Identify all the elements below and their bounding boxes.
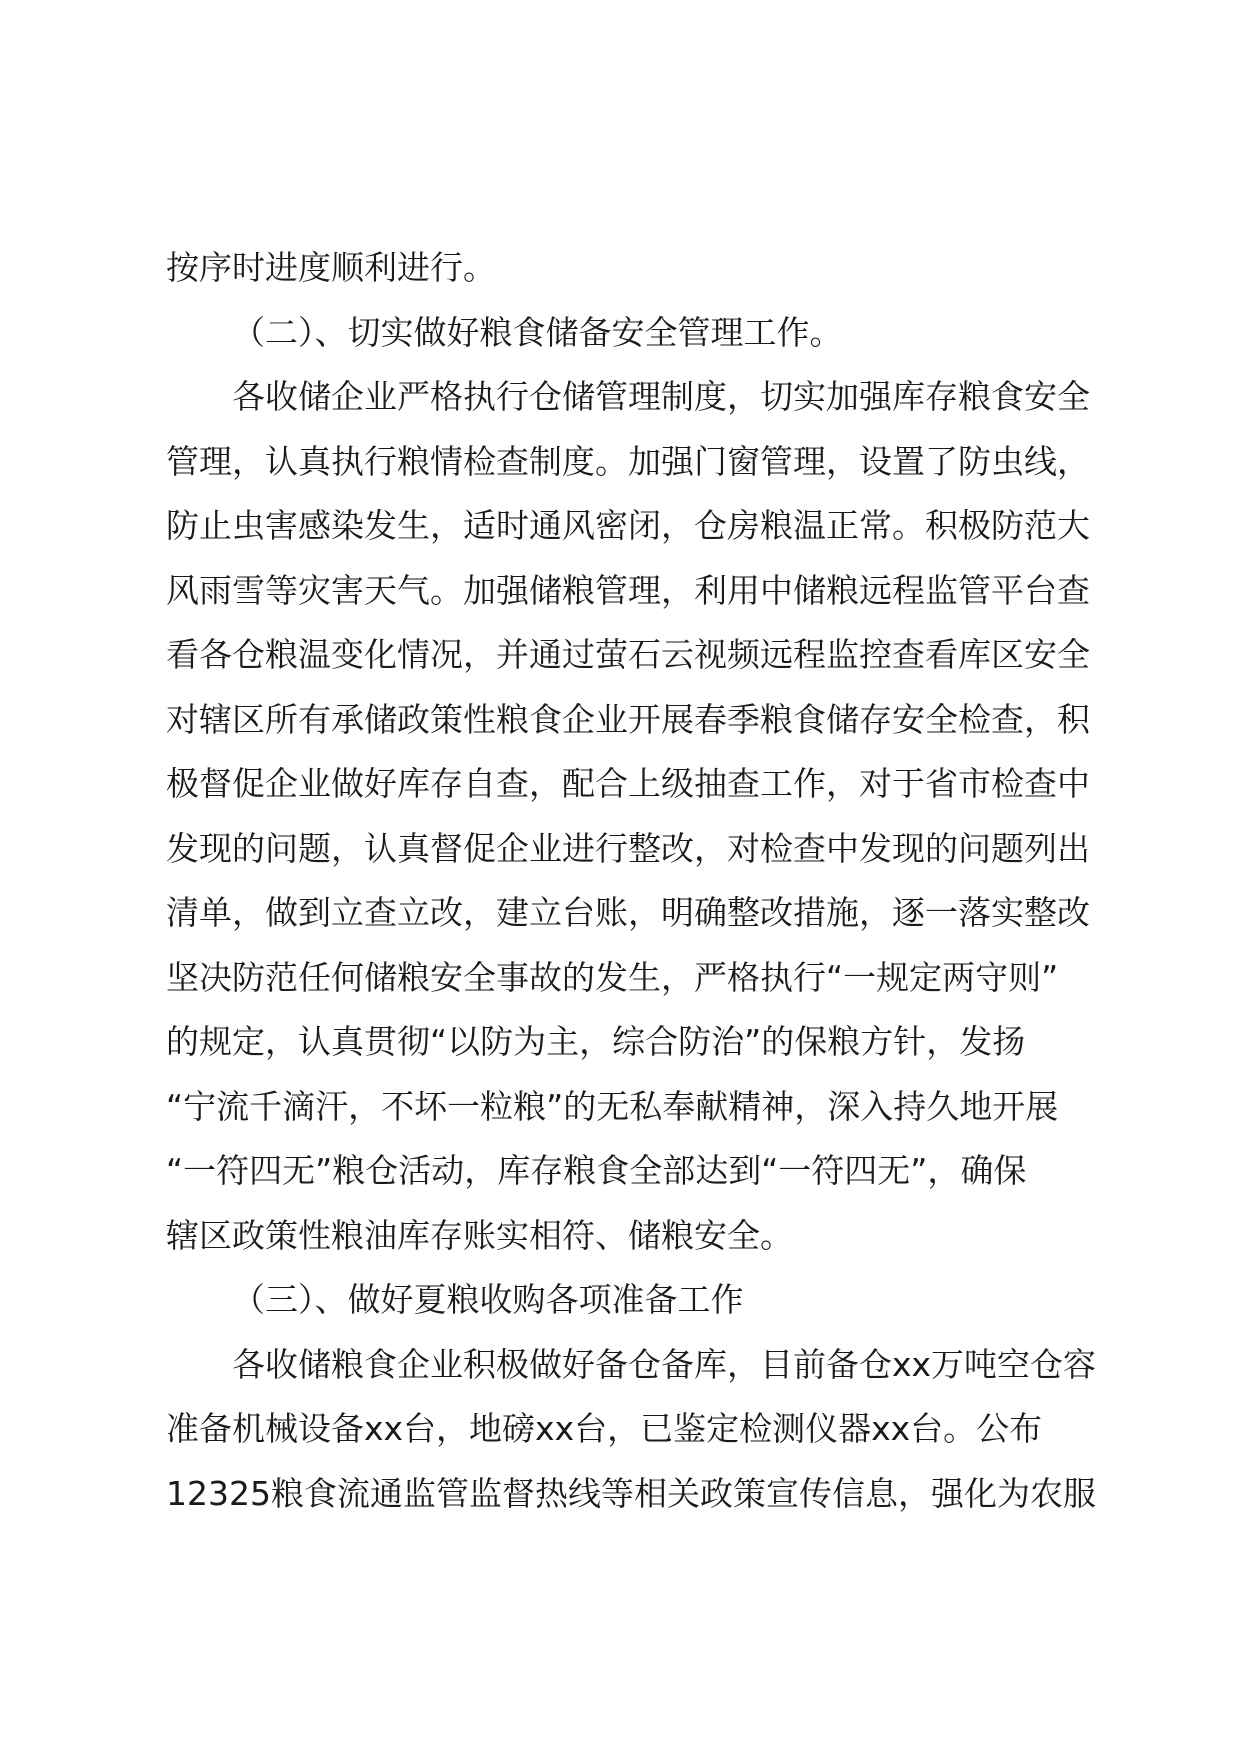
paragraph-line: 发现的问题，认真督促企业进行整改，对检查中发现的问题列出	[166, 828, 1090, 868]
paragraph-line: 准备机械设备xx台，地磅xx台，已鉴定检测仪器xx台。公布	[166, 1409, 1043, 1448]
paragraph-line: 极督促企业做好库存自查，配合上级抽查工作，对于省市检查中	[166, 764, 1090, 803]
paragraph-line: 管理，认真执行粮情检查制度。加强门窗管理，设置了防虫线，	[166, 441, 1090, 481]
paragraph-line: 的规定，认真贯彻“以防为主，综合防治”的保粮方针，发扬	[166, 1022, 1026, 1061]
paragraph-line: “宁流千滴汗，不坏一粒粮”的无私奉献精神，深入持久地开展	[166, 1086, 1059, 1126]
paragraph-line: 防止虫害感染发生，适时通风密闭，仓房粮温正常。积极防范大	[166, 506, 1090, 545]
section-heading-2: （二）、切实做好粮食储备安全管理工作。	[232, 312, 843, 352]
paragraph-line: 辖区政策性粮油库存账实相符、储粮安全。	[166, 1215, 793, 1255]
paragraph-line: 风雨雪等灾害天气。加强储粮管理，利用中储粮远程监管平台查	[166, 570, 1090, 610]
paragraph-line: 清单，做到立查立改，建立台账，明确整改措施，逐一落实整改	[166, 893, 1090, 932]
paragraph-line: 对辖区所有承储政策性粮食企业开展春季粮食储存安全检查，积	[166, 699, 1090, 739]
body-text	[166, 236, 1106, 1526]
paragraph-line: 看各仓粮温变化情况，并通过萤石云视频远程监控查看库区安全	[166, 635, 1090, 674]
paragraph-line: “一符四无”粮仓活动，库存粮食全部达到“一符四无”，确保	[166, 1151, 1027, 1190]
paragraph-line: 各收储企业严格执行仓储管理制度，切实加强库存粮食安全	[232, 377, 1090, 416]
paragraph-line: 坚决防范任何储粮安全事故的发生，严格执行“一规定两守则”	[166, 957, 1059, 997]
paragraph-line: 各收储粮食企业积极做好备仓备库，目前备仓xx万吨空仓容	[232, 1344, 1097, 1384]
section-heading-3: （三）、做好夏粮收购各项准备工作	[232, 1280, 744, 1319]
paragraph-line: 按序时进度顺利进行。	[166, 248, 496, 287]
paragraph-line: 12325粮食流通监管监督热线等相关政策宣传信息，强化为农服	[166, 1473, 1096, 1513]
